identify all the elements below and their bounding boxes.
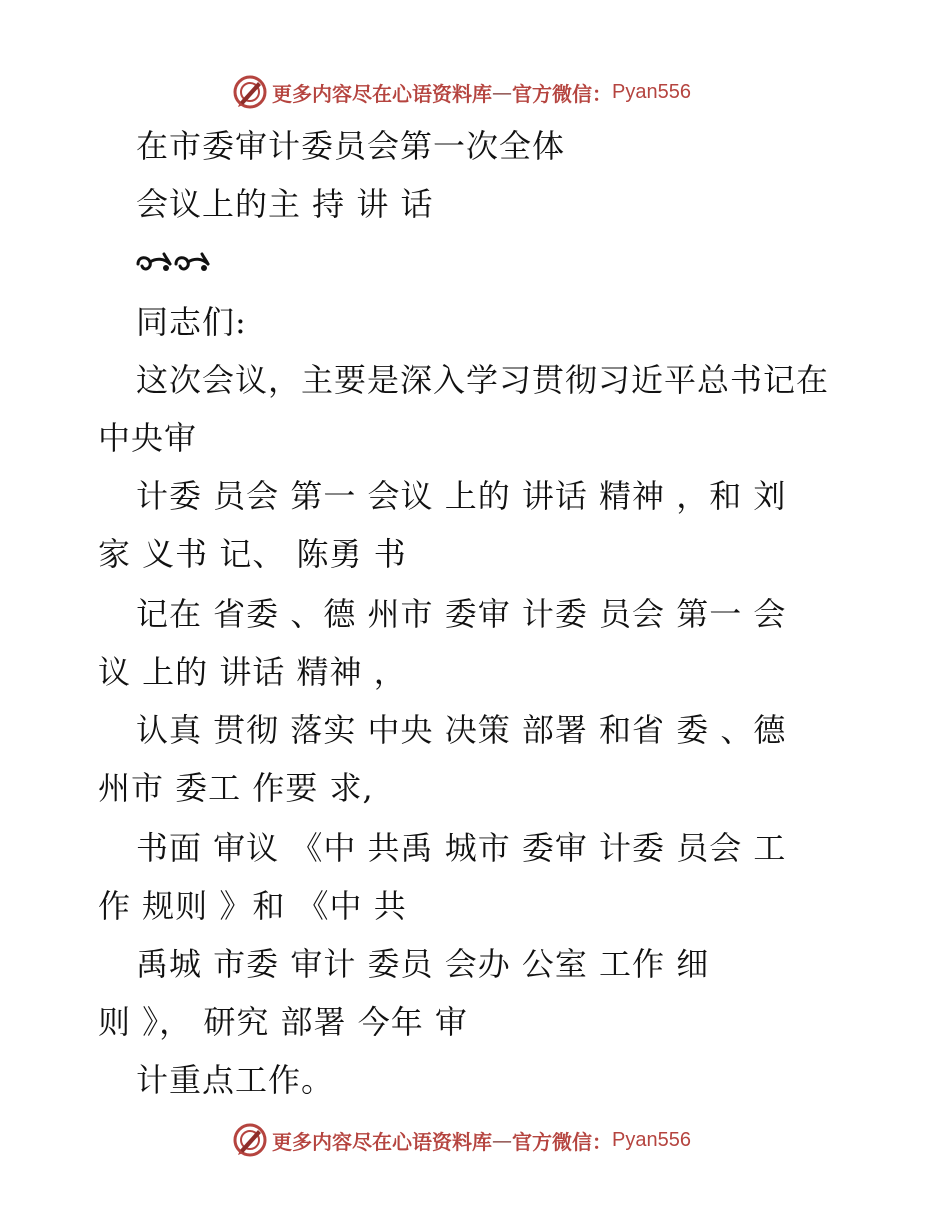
body-line: 这次会议，主要是深入学习贯彻习近平总书记在 [136,361,830,399]
footer-watermark [232,1120,691,1160]
body-line: 禹城 市委 审计 委员 会办 公室 工作 细 [136,945,710,983]
body-line: 计重点工作。 [136,1061,335,1099]
body-line: 记在 省委 、德 州市 委审 计委 员会 第一 会 [136,595,787,633]
watermark-dash: — [492,1128,512,1152]
pen-logo-icon [232,74,268,110]
body-line: 州市 委工 作要 求, [98,769,374,807]
body-line: 作 规则 》和 《中 共 [98,887,407,925]
header-watermark [232,72,691,112]
body-line: 计委 员会 第一 会议 上的 讲话 精神 ，和 刘 [136,477,787,515]
body-line: 家 义书 记、 陈勇 书 [98,535,407,573]
watermark-id: Pyan556 [612,1128,691,1151]
title-line-2: 会议上的主 持 讲 话 [136,185,434,223]
watermark-label: 官方微信： [512,1129,612,1154]
watermark-label: 官方微信： [512,81,612,106]
body-line: 书面 审议 《中 共禹 城市 委审 计委 员会 工 [136,829,787,867]
body-line: 议 上的 讲话 精神 ， [98,653,407,691]
fleuron-ornament-icon [134,246,214,278]
body-line: 则 》， 研究 部署 今年 审 [98,1003,468,1041]
body-line: 认真 贯彻 落实 中央 决策 部署 和省 委 、德 [136,711,787,749]
body-line: 中央审 [98,419,198,457]
watermark-dash: — [492,80,512,104]
pen-logo-icon [232,1122,268,1158]
watermark-text: 更多内容尽在心语资料库 [272,81,492,106]
title-line-1: 在市委审计委员会第一次全体 [136,127,566,165]
watermark-text: 更多内容尽在心语资料库 [272,1129,492,1154]
salutation: 同志们: [136,303,247,341]
watermark-id: Pyan556 [612,80,691,103]
